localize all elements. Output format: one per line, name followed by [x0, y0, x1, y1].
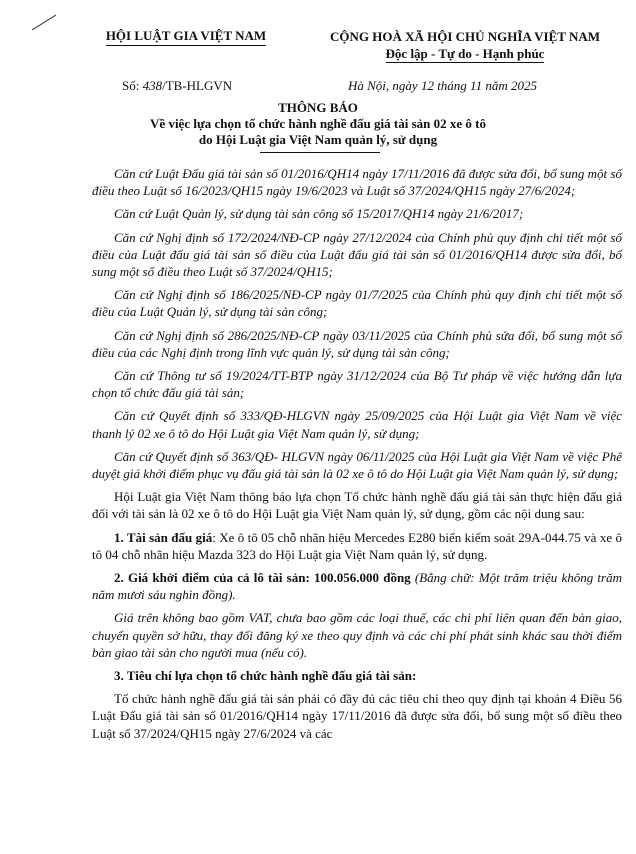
section-1-label: 1. Tài sản đấu giá: [114, 529, 213, 545]
national-header: [300, 28, 630, 63]
section-2-note: Giá trên không bao gồm VAT, chưa bao gồm các loại thuế, các chi phí liên quan đến bàn giao, chuyển quyền sở hữu, thay đổi đăng ký xe theo quy định và các chi phí phát sinh khác sau thời điểm bàn giao tài sản cho người mua (nếu có).: [92, 610, 622, 660]
section-2-label: 2. Giá khởi điểm của cả lô tài sản: 100.056.000 đồng: [114, 570, 411, 586]
doc-no-label: Số:: [122, 78, 143, 93]
document-body: [92, 165, 622, 748]
section-3: [92, 667, 622, 684]
document-date: Hà Nội, ngày 12 tháng 11 năm 2025: [348, 78, 537, 93]
section-2: [92, 569, 622, 603]
doc-no-handwritten: 438: [142, 78, 163, 93]
legal-basis: Căn cứ Thông tư số 19/2024/TT-BTP ngày 31/12/2024 của Bộ Tư pháp về việc hướng dẫn lựa chọn tổ chức đấu giá tài sản;: [92, 368, 622, 401]
legal-basis: Căn cứ Nghị định số 286/2025/NĐ-CP ngày 03/11/2025 của Chính phủ sửa đổi, bổ sung một số điều của các Nghị định trong lĩnh vực quản lý, sử dụng tài sản công;: [92, 327, 622, 360]
doc-kind: THÔNG BÁO: [278, 100, 358, 115]
legal-basis: Căn cứ Nghị định số 172/2024/NĐ-CP ngày 27/12/2024 của Chính phủ quy định chi tiết một số điều của Luật đấu giá tài sản số điều của Luật đấu giá tài sản số 01/2016/QH14 được sửa đổi, bổ sung một số điều theo Luật số 37/2024/QH15;: [92, 229, 622, 280]
legal-basis: Căn cứ Luật Đấu giá tài sản số 01/2016/QH14 ngày 17/11/2016 đã được sửa đổi, bổ sung một số điều theo Luật số 16/2023/QH15 ngày 19/6/2023 và Luật số 37/2024/QH15 ngày 27/6/2024;: [92, 166, 622, 199]
section-2-words: (Bằng chữ: Một trăm triệu không trăm năm mươi sáu nghìn đồng).: [92, 570, 622, 603]
legal-basis: Căn cứ Quyết định số 333/QĐ-HLGVN ngày 25/09/2025 của Hội Luật gia Việt Nam về việc thanh lý 02 xe ô tô do Hội Luật gia Việt Nam quản lý, sử dụng;: [92, 408, 622, 441]
doc-subject-line-1: Về việc lựa chọn tổ chức hành nghề đấu giá tài sản 02 xe ô tô: [150, 116, 486, 131]
org-name: HỘI LUẬT GIA VIỆT NAM: [106, 28, 266, 46]
section-1: [92, 529, 622, 563]
legal-basis: Căn cứ Quyết định số 363/QĐ- HLGVN ngày 06/11/2025 của Hội Luật gia Việt Nam về việc Phê duyệt giá khởi điểm phục vụ đấu giá tài sản là 02 xe ô tô do Hội Luật gia Việt Nam quản lý, sử dụng;: [92, 448, 622, 482]
section-3-label: 3. Tiêu chí lựa chọn tổ chức hành nghề đấu giá tài sản:: [114, 668, 417, 684]
legal-basis: Căn cứ Luật Quản lý, sử dụng tài sản công số 15/2017/QH14 ngày 21/6/2017;: [114, 206, 524, 222]
intro-paragraph: Hội Luật gia Việt Nam thông báo lựa chọn Tổ chức hành nghề đấu giá tài sản thực hiện đấu giá đối với tài sản là 02 xe ô tô do Hội Luật gia Việt Nam quản lý, sử dụng, gồm các nội dung sau:: [92, 489, 622, 522]
section-3-text: Tổ chức hành nghề đấu giá tài sản phải có đầy đủ các tiêu chí theo quy định tại khoản 4 Điều 56 Luật Đấu giá tài sản số 01/2016/QH14 ngày 17/11/2016 đã được sửa đổi, bổ sung một số điều theo Luật số 37/2024/QH15 ngày 27/6/2024 và các: [92, 691, 622, 741]
legal-basis: Căn cứ Nghị định số 186/2025/NĐ-CP ngày 01/7/2025 của Chính phủ quy định chi tiết một số điều của Luật Quản lý, sử dụng tài sản công;: [92, 287, 622, 320]
document-number: [122, 78, 232, 94]
national-motto: Độc lập - Tự do - Hạnh phúc: [385, 46, 545, 61]
organization-header: [86, 28, 286, 46]
title-underline: [260, 152, 380, 153]
doc-subject-line-2: do Hội Luật gia Việt Nam quản lý, sử dụng: [198, 132, 438, 147]
country-name: CỘNG HOÀ XÃ HỘI CHỦ NGHĨA VIỆT NAM: [329, 29, 601, 44]
pen-mark: [32, 15, 56, 31]
doc-no-suffix: /TB-HLGVN: [162, 78, 233, 93]
section-1-text: : Xe ô tô 05 chỗ nhãn hiệu Mercedes E280 biển kiểm soát 29A-044.75 và xe ô tô 04 chỗ nhãn hiệu Mazda 323 do Hội Luật gia Việt Nam quản lý, sử dụng.: [92, 529, 622, 562]
